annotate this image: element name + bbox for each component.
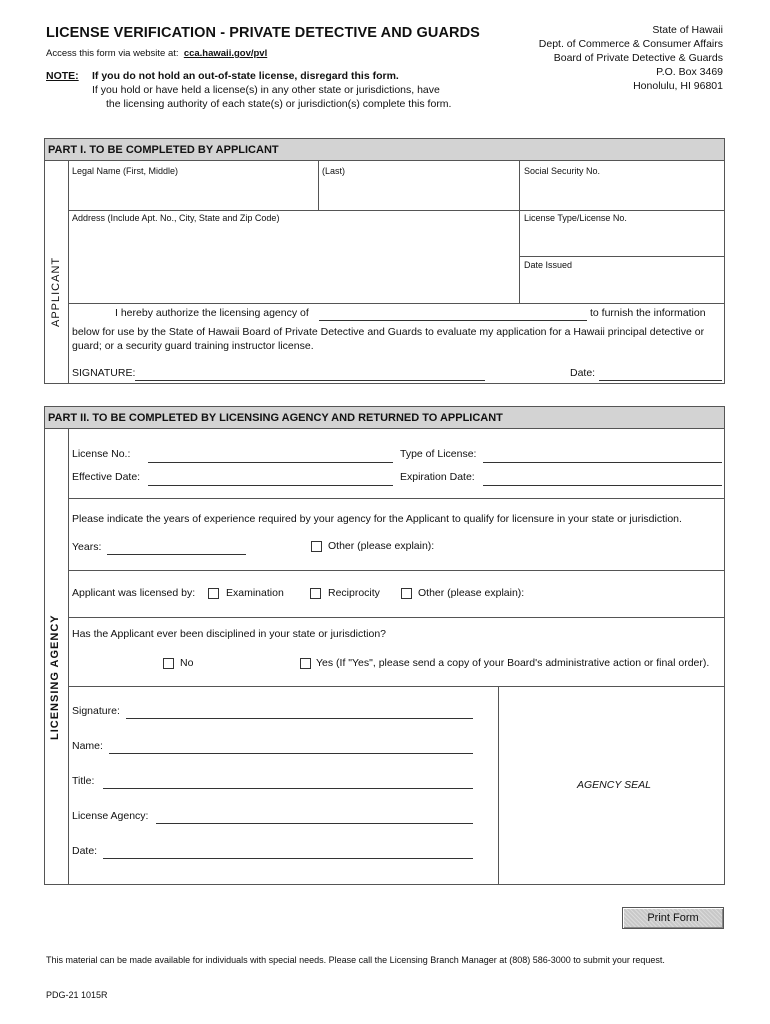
form-title: LICENSE VERIFICATION - PRIVATE DETECTIVE AND GUARDS [46, 25, 480, 41]
access-line [46, 48, 267, 59]
date-field[interactable] [599, 380, 722, 381]
agency-signature-label: Signature: [72, 705, 120, 717]
disciplined-question: Has the Applicant ever been disciplined in your state or jurisdiction? [72, 628, 387, 640]
part1-side-bar [45, 161, 69, 383]
authorize-suffix: to furnish the information [590, 307, 706, 319]
agency-seal-label: AGENCY SEAL [577, 779, 651, 791]
agency-date-field[interactable] [103, 858, 473, 859]
yes-checkbox[interactable] [300, 658, 311, 669]
address-line: State of Hawaii [652, 24, 723, 36]
yes-label: Yes (If "Yes", please send a copy of your Board's administrative action or final order). [316, 657, 710, 669]
other-licensed-label: Other (please explain): [418, 587, 525, 599]
last-name-label: (Last) [322, 166, 346, 176]
type-of-license-label: Type of License: [400, 448, 477, 460]
agency-signature-field[interactable] [126, 718, 473, 719]
license-no-field[interactable] [148, 462, 393, 463]
authorize-line3: guard; or a security guard training instructor license. [72, 340, 314, 352]
examination-label: Examination [226, 587, 284, 599]
address-line: P.O. Box 3469 [656, 66, 723, 78]
special-needs-notice: This material can be made available for individuals with special needs. Please call the Licensing Branch Manager at (808) 586-3000 to submit your request. [46, 955, 665, 965]
other-explain-label: Other (please explain): [328, 540, 435, 552]
part1-section [44, 138, 725, 384]
part1-heading: PART I. TO BE COMPLETED BY APPLICANT [45, 139, 724, 161]
ssn-label: Social Security No. [524, 166, 601, 176]
agency-name-field[interactable] [109, 753, 473, 754]
address-line: Dept. of Commerce & Consumer Affairs [538, 38, 723, 50]
note-text-line2: If you hold or have held a license(s) in any other state or jurisdictions, have [92, 84, 440, 96]
expiration-date-field[interactable] [483, 485, 722, 486]
part2-section [44, 406, 725, 885]
agency-title-label: Title: [72, 775, 95, 787]
license-agency-field[interactable] [156, 823, 473, 824]
licensing-agency-field[interactable] [319, 320, 587, 321]
address-label: Address (Include Apt. No., City, State and Zip Code) [72, 213, 280, 223]
licensed-by-label: Applicant was licensed by: [72, 587, 196, 599]
signature-label: SIGNATURE: [72, 367, 136, 379]
years-label: Years: [72, 541, 102, 553]
reciprocity-checkbox[interactable] [310, 588, 321, 599]
years-field[interactable] [107, 554, 246, 555]
date-label: Date: [570, 367, 596, 379]
note-label: NOTE: [46, 70, 79, 82]
license-type-label: License Type/License No. [524, 213, 627, 223]
note-bold-text: If you do not hold an out-of-state license, disregard this form. [92, 70, 399, 82]
no-label: No [180, 657, 194, 669]
part2-side-bar [45, 429, 69, 884]
note-text-line3: the licensing authority of each state(s) or jurisdiction(s) complete this form. [106, 98, 452, 110]
other-licensed-checkbox[interactable] [401, 588, 412, 599]
form-number: PDG-21 1015R [46, 990, 108, 1000]
agency-name-label: Name: [72, 740, 103, 752]
no-checkbox[interactable] [163, 658, 174, 669]
type-of-license-field[interactable] [483, 462, 722, 463]
authorize-line2: below for use by the State of Hawaii Board of Private Detective and Guards to evaluate my application for a Hawaii principal detective or [72, 326, 705, 338]
website-link[interactable]: cca.hawaii.gov/pvl [183, 48, 268, 59]
print-form-button[interactable]: Print Form [622, 907, 724, 929]
authorize-prefix: I hereby authorize the licensing agency of [115, 307, 309, 319]
years-instruction: Please indicate the years of experience required by your agency for the Applicant to qualify for licensure in your state or jurisdiction. [72, 513, 682, 525]
reciprocity-label: Reciprocity [328, 587, 380, 599]
effective-date-field[interactable] [148, 485, 393, 486]
signature-field[interactable] [135, 380, 485, 381]
agency-date-label: Date: [72, 845, 98, 857]
licensing-agency-side-label: LICENSING AGENCY [49, 614, 61, 740]
address-line: Honolulu, HI 96801 [633, 80, 723, 92]
part2-heading: PART II. TO BE COMPLETED BY LICENSING AGENCY AND RETURNED TO APPLICANT [45, 407, 724, 429]
agency-address [539, 23, 723, 93]
effective-date-label: Effective Date: [72, 471, 141, 483]
legal-name-label: Legal Name (First, Middle) [72, 166, 179, 176]
agency-title-field[interactable] [103, 788, 473, 789]
license-agency-label: License Agency: [72, 810, 149, 822]
expiration-date-label: Expiration Date: [400, 471, 475, 483]
examination-checkbox[interactable] [208, 588, 219, 599]
date-issued-label: Date Issued [524, 260, 573, 270]
address-line: Board of Private Detective & Guards [553, 52, 723, 64]
other-explain-checkbox[interactable] [311, 541, 322, 552]
access-prefix: Access this form via website at: [46, 48, 179, 59]
license-no-label: License No.: [72, 448, 131, 460]
applicant-side-label: APPLICANT [50, 256, 62, 327]
